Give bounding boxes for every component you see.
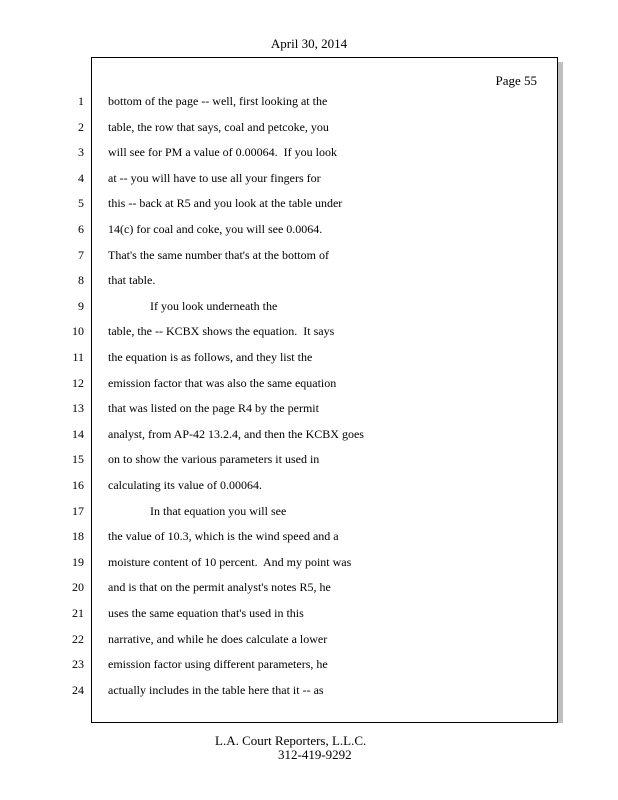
line-text: If you look underneath the [108,298,278,313]
line-number: 8 [78,273,84,288]
line-number: 11 [72,350,84,364]
line-text: table, the row that says, coal and petcoke, you [108,119,329,134]
line-number: 12 [72,375,84,390]
line-number: 14 [72,426,84,441]
line-text: That's the same number that's at the bottom of [108,247,329,262]
line-text: calculating its value of 0.00064. [108,478,262,492]
court-reporter-firm: L.A. Court Reporters, L.L.C. [215,733,367,748]
line-number: 7 [78,247,84,262]
line-number: 17 [72,503,84,518]
line-text: that was listed on the page R4 by the permit [108,401,319,416]
line-text: at -- you will have to use all your fingers for [108,170,321,185]
line-number: 15 [72,452,84,467]
line-text: the value of 10.3, which is the wind speed and a [108,529,339,544]
line-number: 3 [78,145,84,160]
line-text: 14(c) for coal and coke, you will see 0.0064. [108,222,323,236]
line-text: emission factor using different parameters, he [108,657,328,672]
line-text: that table. [108,273,156,288]
line-text: this -- back at R5 and you look at the table under [108,196,343,211]
line-text: and is that on the permit analyst's notes R5, he [108,580,331,595]
line-text: table, the -- KCBX shows the equation. It says [108,324,335,339]
transcript-date: April 30, 2014 [270,36,348,51]
line-number: 16 [72,478,84,492]
page-number: Page 55 [495,73,537,88]
line-number: 4 [78,170,84,185]
line-number: 20 [72,580,84,595]
court-reporter-phone: 312-419-9292 [278,747,352,762]
line-text: uses the same equation that's used in this [108,606,304,620]
line-number: 10 [72,324,84,339]
line-number: 2 [78,119,84,134]
line-text: analyst, from AP-42 13.2.4, and then the KCBX goes [108,426,364,441]
line-text: moisture content of 10 percent. And my point was [108,554,352,569]
line-number: 5 [78,196,84,211]
line-number: 6 [78,222,84,236]
line-number: 9 [78,298,84,313]
line-number: 21 [72,606,84,620]
line-text: actually includes in the table here that it -- as [108,682,324,697]
line-text: will see for PM a value of 0.00064. If you look [108,145,337,160]
line-text: bottom of the page -- well, first looking at the [108,94,328,108]
line-text: emission factor that was also the same equation [108,375,337,390]
line-number: 13 [72,401,84,416]
line-text: narrative, and while he does calculate a lower [108,631,328,646]
line-text: the equation is as follows, and they list the [108,350,313,364]
line-text: In that equation you will see [108,503,287,518]
line-number: 1 [78,94,84,108]
line-number: 24 [72,682,84,697]
line-number: 22 [72,631,84,646]
line-number: 18 [72,529,84,544]
line-number: 19 [72,554,84,569]
line-number: 23 [72,657,84,672]
line-text: on to show the various parameters it used in [108,452,320,467]
